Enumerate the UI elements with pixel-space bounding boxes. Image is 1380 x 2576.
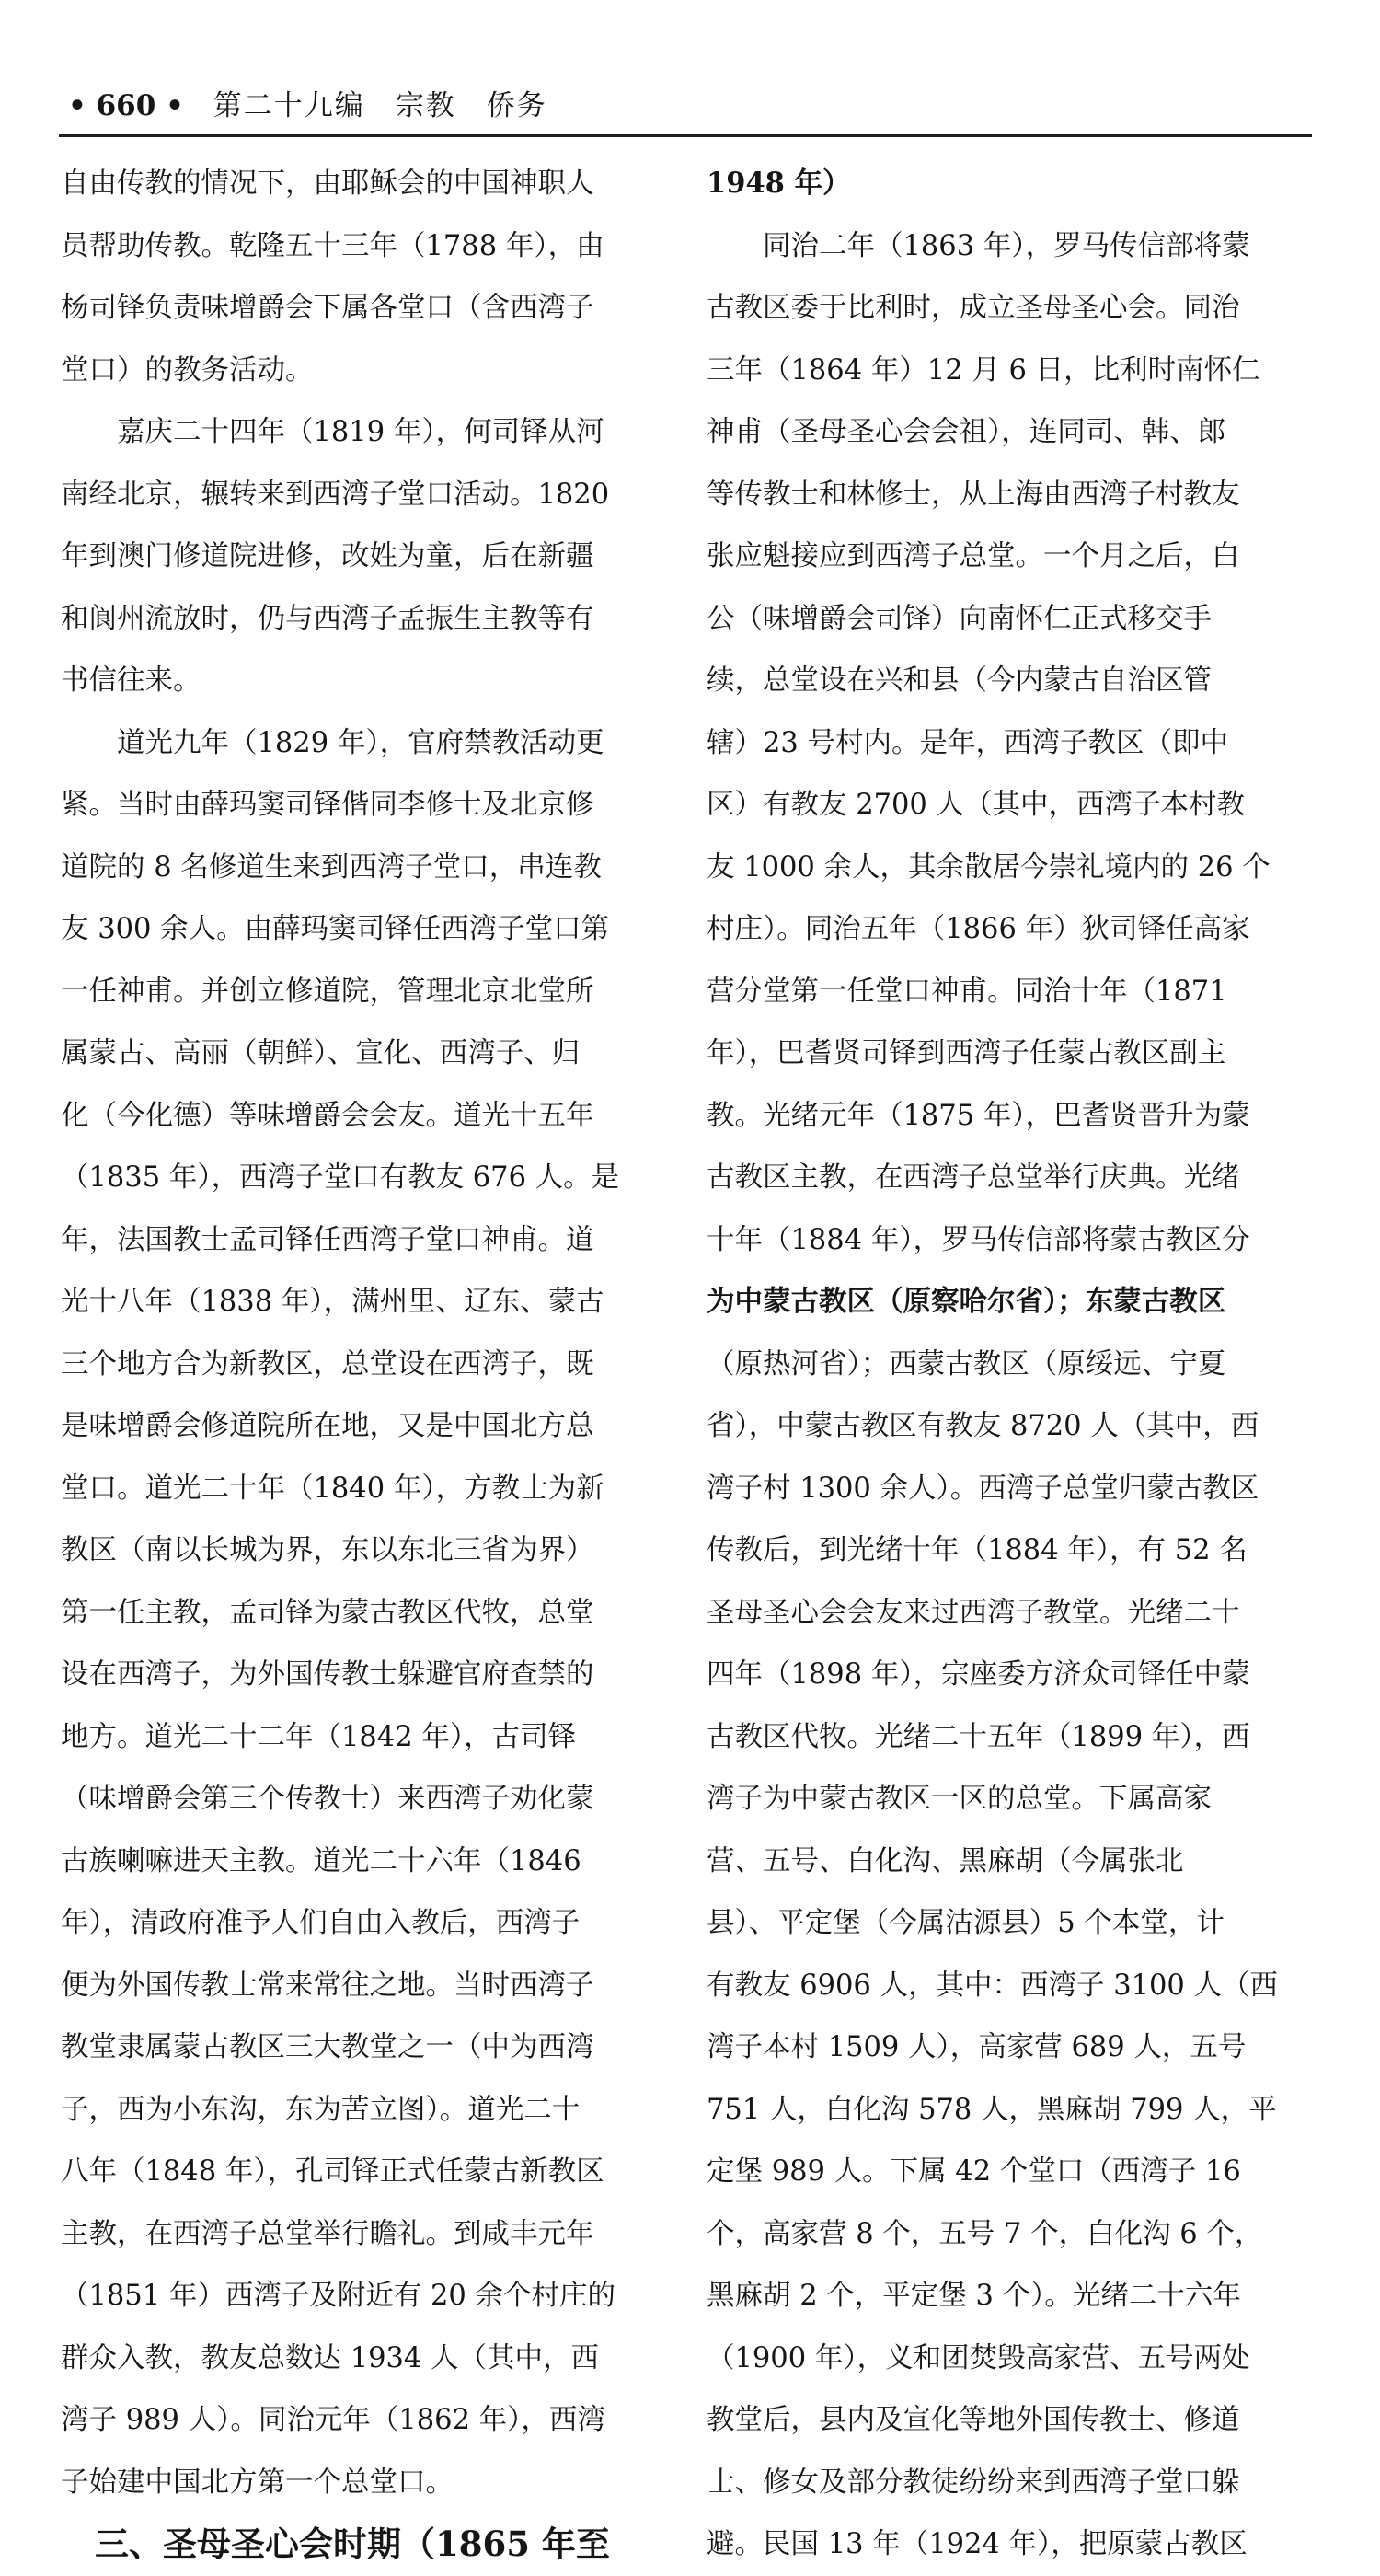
text-line: 四年（1898 年），宗座委方济众司铎任中蒙 [707,1658,1250,1691]
text-line: 公（味增爵会司铎）向南怀仁正式移交手 [707,602,1212,635]
text-line: 一任神甫。并创立修道院，管理北京北堂所 [61,975,594,1008]
text-line: 区）有教友 2700 人（其中，西湾子本村教 [707,789,1246,821]
text-line: 年），巴耆贤司铎到西湾子任蒙古教区副主 [707,1037,1226,1069]
text-line: 村庄）。同治五年（1866 年）狄司铎任高家 [707,913,1250,945]
text-line: 士、修女及部分教徒纷纷来到西湾子堂口躲 [707,2466,1240,2499]
text-line: （原热河省）；西蒙古教区（原绥远、宁夏 [707,1347,1226,1380]
text-line: 子始建中国北方第一个总堂口。 [61,2466,454,2499]
text-line: 嘉庆二十四年（1819 年），何司铎从河 [61,416,604,448]
text-line: 湾子本村 1509 人），高家营 689 人，五号 [707,2031,1247,2063]
text-line: 堂口。道光二十年（1840 年），方教士为新 [61,1472,604,1505]
text-line: 南经北京，辗转来到西湾子堂口活动。1820 [61,478,610,511]
text-line: 和阆州流放时，仍与西湾子孟振生主教等有 [61,602,594,635]
text-line: 光十八年（1838 年），满州里、辽东、蒙古 [61,1286,604,1318]
text-line: （1851 年）西湾子及附近有 20 余个村庄的 [61,2280,616,2312]
text-line: 避。民国 13 年（1924 年），把原蒙古教区 [707,2528,1248,2560]
section-heading: 三、圣母圣心会时期（1865 年至 [61,2524,610,2564]
text-line: 杨司铎负责味增爵会下属各堂口（含西湾子 [61,292,594,324]
text-line: 地方。道光二十二年（1842 年），古司铎 [61,1720,577,1753]
text-line: 古族喇嘛进天主教。道光二十六年（1846 [61,1844,581,1877]
text-line: 辖）23 号村内。是年，西湾子教区（即中 [707,726,1229,759]
text-line: 营分堂第一任堂口神甫。同治十年（1871 [707,975,1227,1008]
running-title: 第二十九编 宗教 侨务 [213,89,547,122]
text-line: 圣母圣心会会友来过西湾子教堂。光绪二十 [707,1596,1240,1629]
text-line: 古教区主教，在西湾子总堂举行庆典。光绪 [707,1161,1240,1194]
text-line: 传教后，到光绪十年（1884 年），有 52 名 [707,1534,1248,1566]
text-line: 便为外国传教士常来常往之地。当时西湾子 [61,1969,594,2002]
text-line: 八年（1848 年），孔司铎正式任蒙古新教区 [61,2155,604,2188]
text-line: 子，西为小东沟，东为苦立图）。道光二十 [61,2093,581,2126]
text-line: 教堂隶属蒙古教区三大教堂之一（中为西湾 [61,2031,594,2063]
text-line: 古教区代牧。光绪二十五年（1899 年），西 [707,1720,1250,1753]
text-line: 友 300 余人。由薛玛窦司铎任西湾子堂口第 [61,913,610,945]
text-line: 员帮助传教。乾隆五十三年（1788 年），由 [61,229,604,262]
text-line: 古教区委于比利时，成立圣母圣心会。同治 [707,292,1240,324]
text-line: 黑麻胡 2 个，平定堡 3 个）。光绪二十六年 [707,2280,1241,2312]
text-line: 十年（1884 年），罗马传信部将蒙古教区分 [707,1223,1250,1256]
text-line: 湾子为中蒙古教区一区的总堂。下属高家 [707,1783,1212,1815]
text-line: 堂口）的教务活动。 [61,353,314,387]
text-line: 自由传教的情况下，由耶稣会的中国神职人 [61,167,594,200]
text-line: 年到澳门修道院进修，改姓为童，后在新疆 [61,540,594,572]
text-line: 有教友 6906 人，其中：西湾子 3100 人（西 [707,1969,1279,2002]
text-line: 友 1000 余人，其余散居今崇礼境内的 26 个 [707,850,1271,884]
text-line: 为中蒙古教区（原察哈尔省）；东蒙古教区 [707,1285,1226,1318]
text-line: 教。光绪元年（1875 年），巴耆贤晋升为蒙 [707,1099,1250,1132]
text-line: （1835 年），西湾子堂口有教友 676 人。是 [61,1161,620,1194]
text-line: （1900 年），义和团焚毁高家营、五号两处 [707,2341,1250,2374]
text-line: 年，法国教士孟司铎任西湾子堂口神甫。道 [61,1223,594,1256]
text-line: 营、五号、白化沟、黑麻胡（今属张北 [707,1844,1184,1877]
text-line: 湾子村 1300 余人）。西湾子总堂归蒙古教区 [707,1472,1259,1505]
section-heading-continued: 1948 年） [707,167,851,200]
right-column [707,153,1325,2576]
text-line: 群众入教，教友总数达 1934 人（其中，西 [61,2341,600,2374]
text-line: 省），中蒙古教区有教友 8720 人（其中，西 [707,1410,1259,1442]
text-line: 同治二年（1863 年），罗马传信部将蒙 [707,229,1250,262]
text-line: 紧。当时由薛玛窦司铎偕同李修士及北京修 [61,789,594,821]
text-line: 县）、平定堡（今属沽源县）5 个本堂，计 [707,1907,1225,1939]
header-rule [59,134,1312,137]
text-line: 设在西湾子，为外国传教士躲避官府查禁的 [61,1658,594,1691]
text-line: 年），清政府准予人们自由入教后，西湾子 [61,1907,581,1939]
text-line: 教区（南以长城为界，东以东北三省为界） [61,1534,594,1566]
page-number: • 660 • [68,89,184,122]
text-line: 751 人，白化沟 578 人，黑麻胡 799 人，平 [707,2093,1277,2126]
text-line: 属蒙古、高丽（朝鲜）、宣化、西湾子、归 [61,1037,581,1069]
text-line: 化（今化德）等味增爵会会友。道光十五年 [61,1099,594,1132]
text-line: （味增爵会第三个传教士）来西湾子劝化蒙 [61,1783,594,1815]
text-line: 教堂后，县内及宣化等地外国传教士、修道 [707,2404,1240,2436]
text-line: 个，高家营 8 个，五号 7 个，白化沟 6 个， [707,2217,1263,2250]
text-line: 三年（1864 年）12 月 6 日，比利时南怀仁 [707,353,1260,387]
text-line: 湾子 989 人）。同治元年（1862 年），西湾 [61,2404,605,2436]
text-line: 续，总堂设在兴和县（今内蒙古自治区管 [707,664,1212,697]
text-line: 定堡 989 人。下属 42 个堂口（西湾子 16 [707,2155,1241,2188]
text-line: 是味增爵会修道院所在地，又是中国北方总 [61,1410,594,1442]
left-column [61,153,679,2576]
text-line: 第一任主教，孟司铎为蒙古教区代牧，总堂 [61,1596,594,1629]
text-line: 神甫（圣母圣心会会祖），连同司、韩、郎 [707,416,1226,448]
text-line: 道院的 8 名修道生来到西湾子堂口，串连教 [61,850,602,884]
text-line: 书信往来。 [61,664,201,697]
text-line: 张应魁接应到西湾子总堂。一个月之后，白 [707,540,1240,572]
text-line: 等传教士和林修士，从上海由西湾子村教友 [707,478,1240,511]
running-header [68,87,1310,125]
text-line: 主教，在西湾子总堂举行瞻礼。到咸丰元年 [61,2217,594,2250]
text-line: 道光九年（1829 年），官府禁教活动更 [61,726,604,759]
text-line: 三个地方合为新教区，总堂设在西湾子，既 [61,1347,594,1380]
